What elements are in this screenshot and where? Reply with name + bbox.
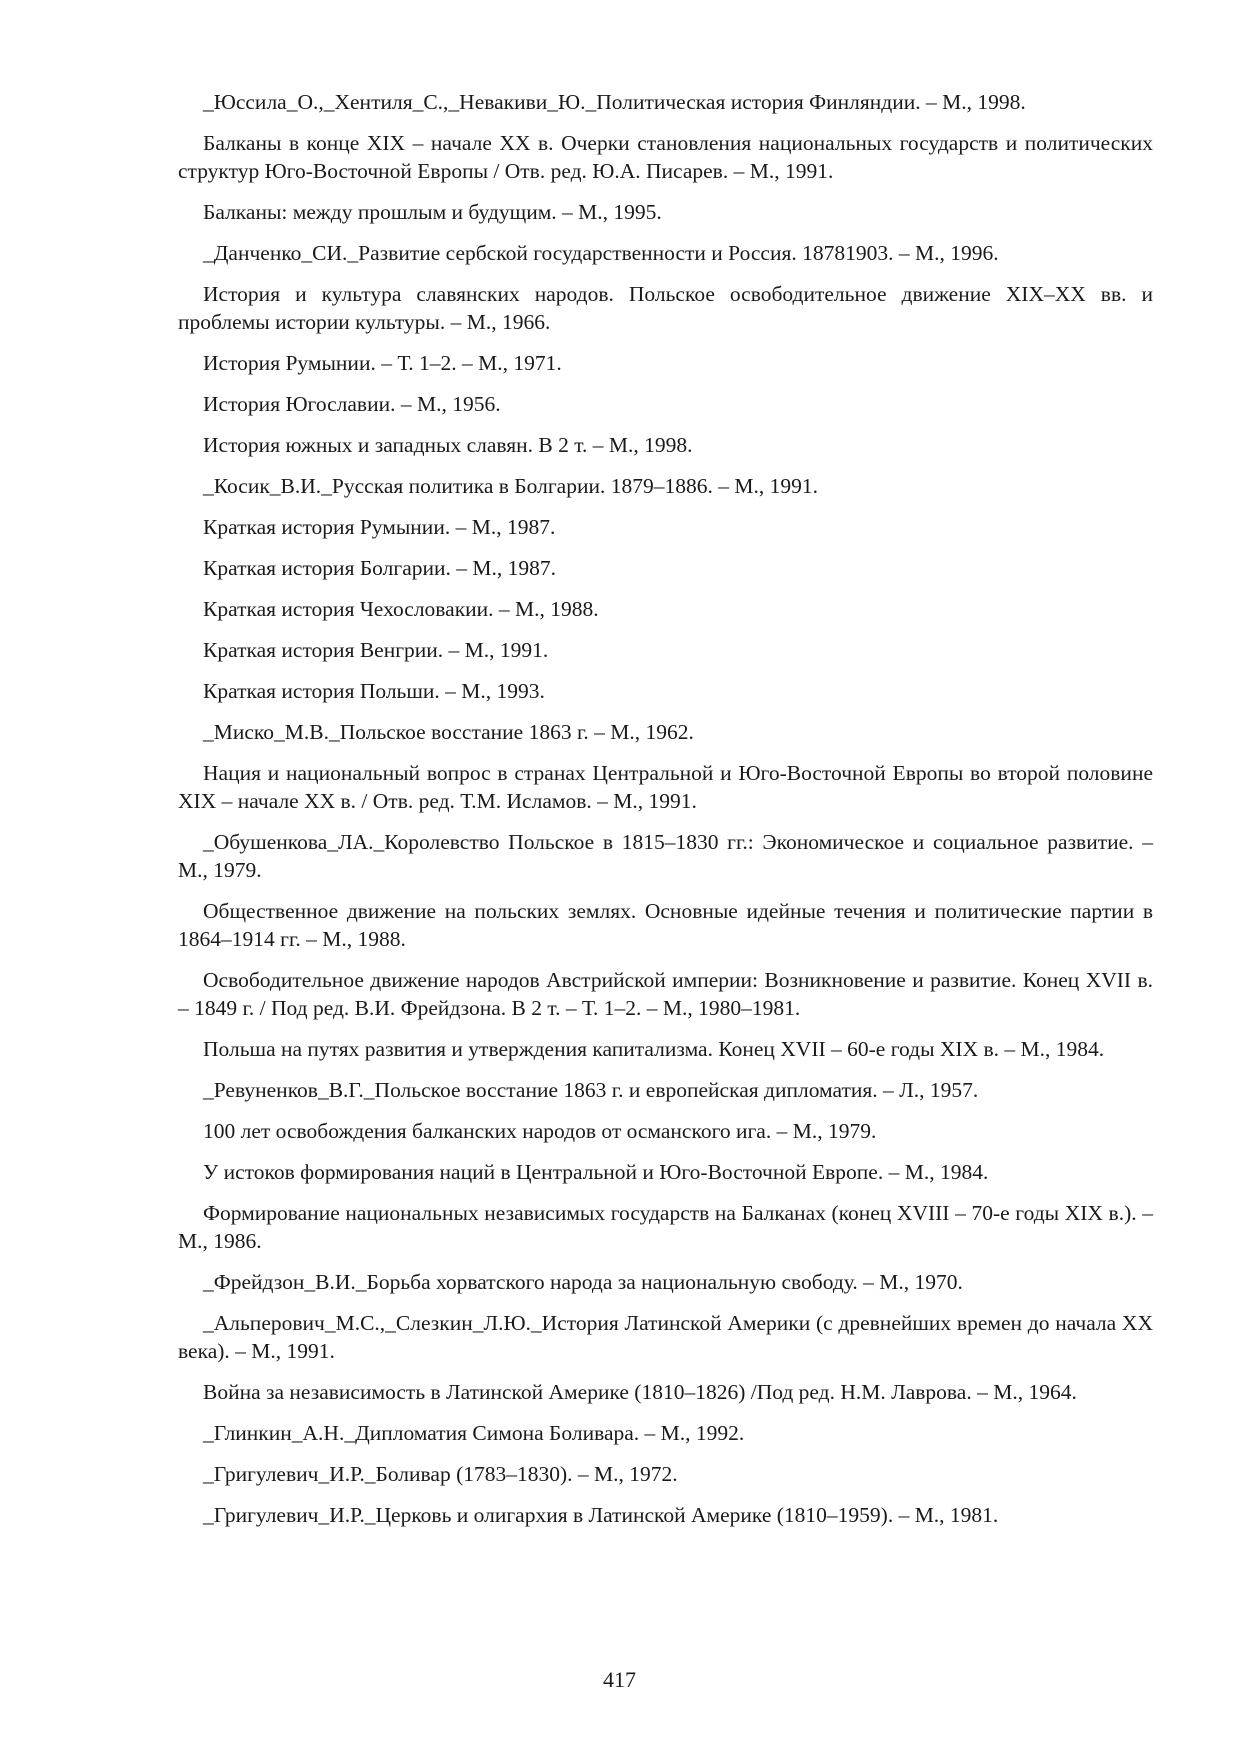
bibliography-entry: _Глинкин_А.Н._Дипломатия Симона Боливара. – М., 1992. [203,1421,745,1445]
bibliography-entry: Польша на путях развития и утверждения капитализма. Конец XVII – 60-е годы XIX в. – М., 1984. [203,1037,1105,1061]
bibliography-entry: История Югославии. – М., 1956. [203,392,501,416]
bibliography-entry: Краткая история Польши. – М., 1993. [203,679,545,703]
bibliography-entry: Балканы в конце XIX – начале XX в. Очерки становления национальных государств и политических структур Юго-Восточной Европы / Отв. ред. Ю.А. Писарев. – М., 1991. [178,131,1153,183]
bibliography-entry: _Фрейдзон_В.И._Борьба хорватского народа за национальную свободу. – М., 1970. [203,1270,963,1294]
bibliography-entry: Краткая история Болгарии. – М., 1987. [203,556,556,580]
bibliography-entry: _Григулевич_И.Р._Церковь и олигархия в Латинской Америке (1810–1959). – М., 1981. [203,1503,999,1527]
bibliography-entry: Общественное движение на польских землях. Основные идейные течения и политические партии в 1864–1914 гг. – М., 1988. [178,899,1153,951]
bibliography-list [178,88,1153,1542]
bibliography-entry: _Юссила_О.,_Хентиля_С.,_Невакиви_Ю._Политическая история Финляндии. – М., 1998. [203,90,1026,114]
bibliography-entry: История Румынии. – Т. 1–2. – М., 1971. [203,351,562,375]
bibliography-entry: История и культура славянских народов. Польское освободительное движение XIX–XX вв. и проблемы истории культуры. – М., 1966. [178,282,1153,334]
bibliography-entry: История южных и западных славян. В 2 т. – М., 1998. [203,433,693,457]
bibliography-entry: Освободительное движение народов Австрийской империи: Возникновение и развитие. Конец XVII в. – 1849 г. / Под ред. В.И. Фрейдзона. В 2 т. – Т. 1–2. – М., 1980–1981. [178,968,1153,1020]
bibliography-entry: Нация и национальный вопрос в странах Центральной и Юго-Восточной Европы во второй половине XIX – начале XX в. / Отв. ред. Т.М. Исламов. – М., 1991. [178,761,1153,813]
bibliography-entry: Балканы: между прошлым и будущим. – М., 1995. [203,200,662,224]
bibliography-entry: _Альперович_М.С.,_Слезкин_Л.Ю._История Латинской Америки (с древнейших времен до начала XX века). – М., 1991. [178,1311,1153,1363]
bibliography-entry: Война за независимость в Латинской Америке (1810–1826) /Под ред. Н.М. Лаврова. – М., 1964. [203,1380,1077,1404]
bibliography-entry: У истоков формирования наций в Центральной и Юго-Восточной Европе. – М., 1984. [203,1160,989,1184]
bibliography-entry: Краткая история Чехословакии. – М., 1988. [203,597,599,621]
bibliography-entry: _Ревуненков_В.Г._Польское восстание 1863 г. и европейская дипломатия. – Л., 1957. [203,1078,979,1102]
bibliography-entry: _Григулевич_И.Р._Боливар (1783–1830). – М., 1972. [203,1462,678,1486]
bibliography-entry: Формирование национальных независимых государств на Балканах (конец XVIII – 70-е годы XIX в.). – М., 1986. [178,1201,1153,1253]
page-number: 417 [603,1667,636,1692]
bibliography-entry: Краткая история Румынии. – М., 1987. [203,515,556,539]
bibliography-entry: _Данченко_СИ._Развитие сербской государственности и Россия. 18781903. – М., 1996. [203,241,999,265]
bibliography-entry: _Косик_В.И._Русская политика в Болгарии. 1879–1886. – М., 1991. [203,474,818,498]
bibliography-entry: _Обушенкова_ЛА._Королевство Польское в 1815–1830 гг.: Экономическое и социальное развитие. – М., 1979. [178,830,1153,882]
bibliography-entry: 100 лет освобождения балканских народов от османского ига. – М., 1979. [203,1119,877,1143]
bibliography-entry: _Миско_М.В._Польское восстание 1863 г. – М., 1962. [203,720,694,744]
bibliography-entry: Краткая история Венгрии. – М., 1991. [203,638,549,662]
